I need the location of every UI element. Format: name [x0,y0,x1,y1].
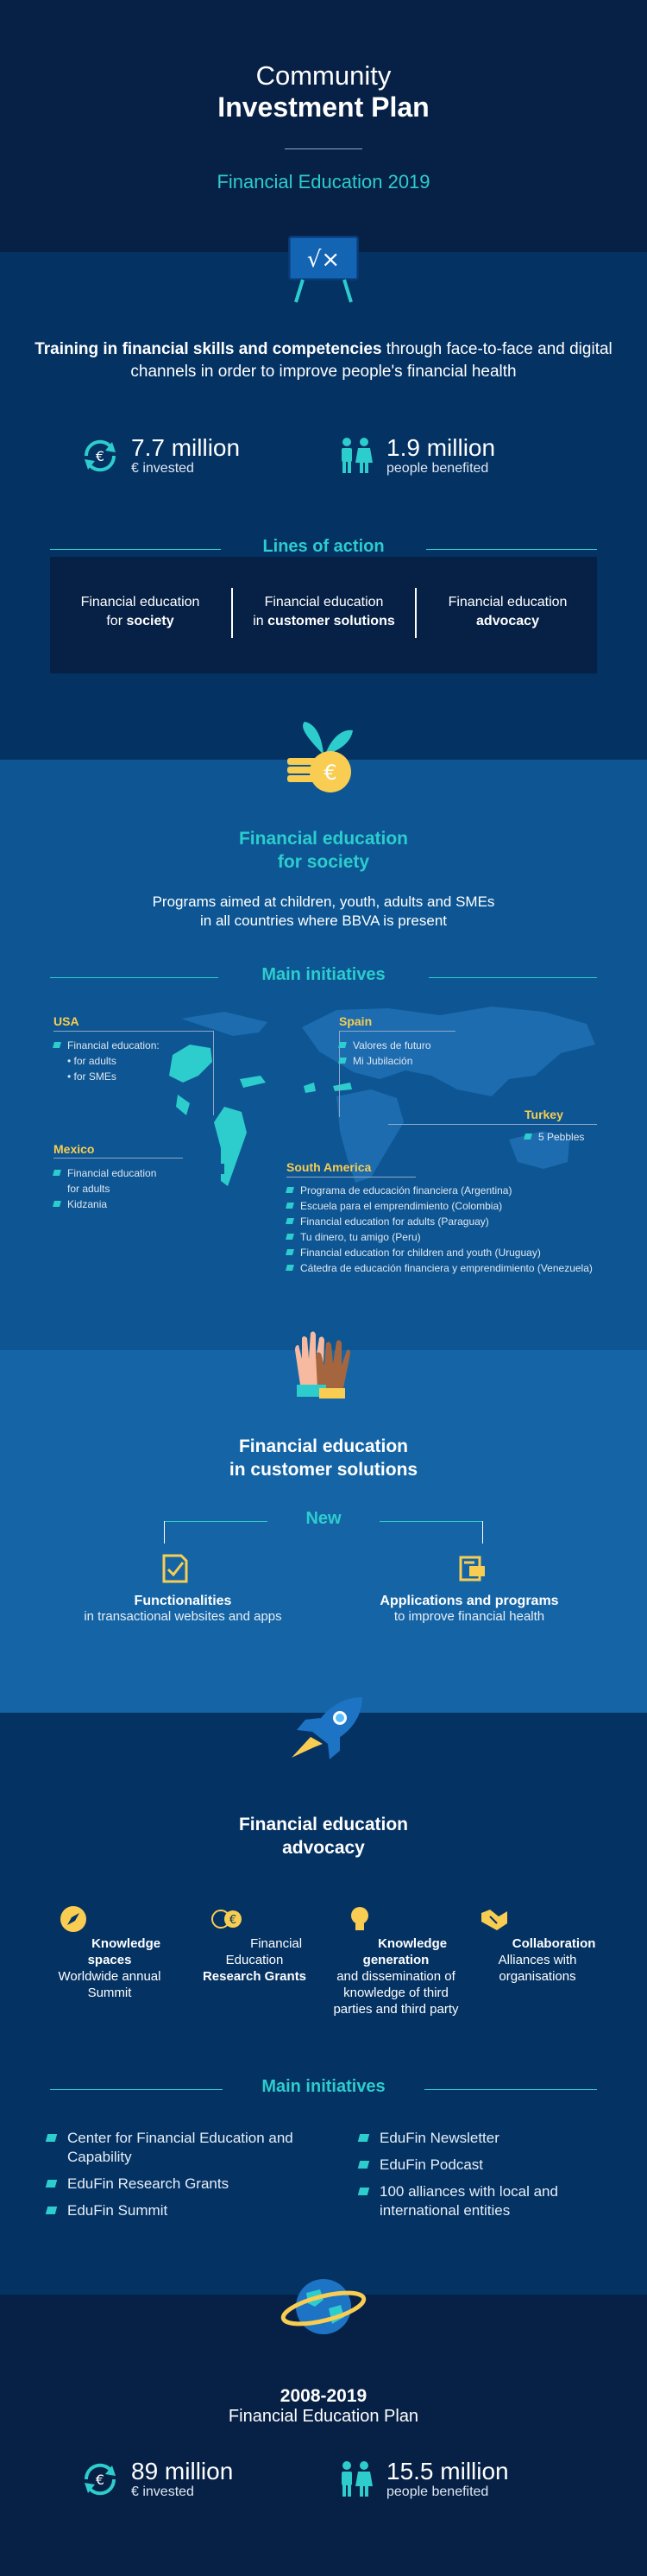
euro-cycle-icon [79,2459,121,2500]
title-divider [285,148,362,149]
list-item: Financial education for adults (Paraguay) [286,1214,614,1229]
list-item: Cátedra de educación financiera y emprendimiento (Venezuela) [286,1260,614,1276]
region-turkey-name: Turkey [525,1108,563,1121]
footer-stat-people-label: people benefited [386,2484,489,2499]
stat-invested [79,435,240,477]
list-item: • for SMEs [67,1070,116,1083]
lines-of-action-title: Lines of action [262,537,385,556]
list-item: EduFin Newsletter [359,2129,609,2148]
south-america-connector [286,1177,416,1178]
list-item: EduFin Podcast [359,2156,609,2175]
title-line2: Investment Plan [217,92,430,123]
list-item: Tu dinero, tu amigo (Peru) [286,1229,614,1245]
new-heading [164,1509,483,1535]
line-advocacy: Financial education advocacy [448,595,568,628]
customer-section [0,1350,647,1713]
header [0,0,647,252]
footer-plan: Financial Education Plan [228,2407,419,2426]
spain-connector [339,1031,455,1032]
stat-invested-label: € invested [131,461,194,476]
list-item: Programa de educación financiera (Argentina) [286,1183,614,1198]
stat-invested-value: 7.7 million [131,434,241,461]
feature-applications: Applications and programs to improve financial health [380,1594,559,1624]
region-usa-name: USA [53,1014,79,1028]
list-item: Center for Financial Education and Capability [47,2129,297,2167]
south-america-items [286,1183,614,1276]
people-icon [335,2459,376,2500]
list-item: Financial education: [53,1038,160,1053]
raised-hands-icon [283,1324,364,1405]
people-icon [335,435,376,477]
list-item: Valores de futuro [339,1038,431,1053]
intro-section [0,247,647,760]
svg-text:√×: √× [306,247,341,273]
new-label: New [305,1509,342,1528]
handshake-icon [480,1904,509,1934]
mexico-connector [53,1158,183,1159]
list-item: 5 Pebbles [525,1129,584,1145]
stat-people [335,435,495,477]
check-doc-icon [162,1554,188,1583]
footer-stat-invested-value: 89 million [131,2458,234,2484]
footer-stat-people-value: 15.5 million [386,2458,509,2484]
stat-people-label: people benefited [386,461,489,476]
list-item: EduFin Research Grants [47,2175,297,2194]
wallet-icon [459,1554,487,1583]
advocacy-knowledge-generation: Knowledge generation and dissemination of knowledge of third parties and third party [331,1904,461,2017]
list-item: Kidzania [53,1196,166,1212]
coin-plant-icon [280,720,367,798]
footer-section [0,2295,647,2576]
turkey-connector [388,1124,597,1125]
footer-stat-invested-label: € invested [131,2484,194,2499]
lines-divider [415,588,417,638]
svg-text:€: € [324,761,337,785]
feature-functionalities: Functionalities in transactional websites and apps [84,1594,282,1624]
usa-items [53,1038,160,1084]
advocacy-title: Financial education advocacy [238,1815,409,1858]
list-item: Financial education for adults [53,1165,166,1196]
line-customer: Financial education in customer solutions [253,595,395,628]
region-mexico-name: Mexico [53,1142,95,1156]
intro-text: Training in financial skills and competencies through face-to-face and digital channels in order to improve people's financial health [35,340,612,381]
chalkboard-icon [282,230,365,313]
society-title: Financial education for society [238,829,409,872]
list-item: EduFin Summit [47,2201,297,2220]
society-initiatives-heading [50,965,597,991]
advocacy-list-left [47,2129,297,2228]
usa-connector [53,1031,214,1032]
footer-years: 2008-2019 [280,2386,367,2406]
advocacy-list-right [359,2129,609,2228]
list-item: 100 alliances with local and international entities [359,2182,609,2220]
advocacy-collaboration: Collaboration Alliances with organisations [473,1904,602,1985]
footer-stat-people [335,2459,509,2500]
region-spain-name: Spain [339,1014,373,1028]
society-subtitle: Programs aimed at children, youth, adults and SMEs in all countries where BBVA is present [152,893,495,929]
svg-text:€: € [229,1914,237,1927]
list-item: Financial education for children and youth (Uruguay) [286,1245,614,1260]
turkey-items [525,1129,584,1145]
lines-of-action-box [50,557,597,673]
advocacy-section [0,1713,647,2295]
footer-stat-invested [79,2459,233,2500]
customer-title: Financial education in customer solutions [229,1436,418,1480]
rocket-icon [280,1694,369,1771]
compass-icon [59,1904,88,1934]
svg-text:€: € [95,2472,105,2488]
society-section [0,760,647,1350]
list-item: Mi Jubilación [339,1053,431,1069]
title-line1: Community [255,60,392,91]
usa-connector [213,1031,214,1115]
globe-icon [279,2274,368,2343]
new-connector [482,1521,483,1544]
spain-items [339,1038,431,1069]
advocacy-research-grants: € Financial Education Research Grants [190,1904,319,1985]
region-south-america-name: South America [286,1160,372,1174]
euro-cycle-icon [79,435,121,477]
mexico-items [53,1165,166,1212]
lines-divider [231,588,233,638]
advocacy-knowledge-spaces: Knowledge spaces Worldwide annual Summit [45,1904,174,2001]
list-item: • for adults [67,1055,116,1067]
advocacy-initiatives-title: Main initiatives [261,2077,386,2096]
new-connector [164,1521,165,1544]
list-item: Escuela para el emprendimiento (Colombia) [286,1198,614,1214]
line-society: Financial education for society [80,595,200,628]
society-initiatives-title: Main initiatives [261,965,386,984]
euro-coins-icon [207,1904,247,1934]
advocacy-initiatives-heading [50,2077,597,2103]
svg-text:€: € [95,448,105,464]
stat-people-value: 1.9 million [386,434,496,461]
subtitle: Financial Education 2019 [217,171,430,193]
lightbulb-icon [345,1904,374,1934]
